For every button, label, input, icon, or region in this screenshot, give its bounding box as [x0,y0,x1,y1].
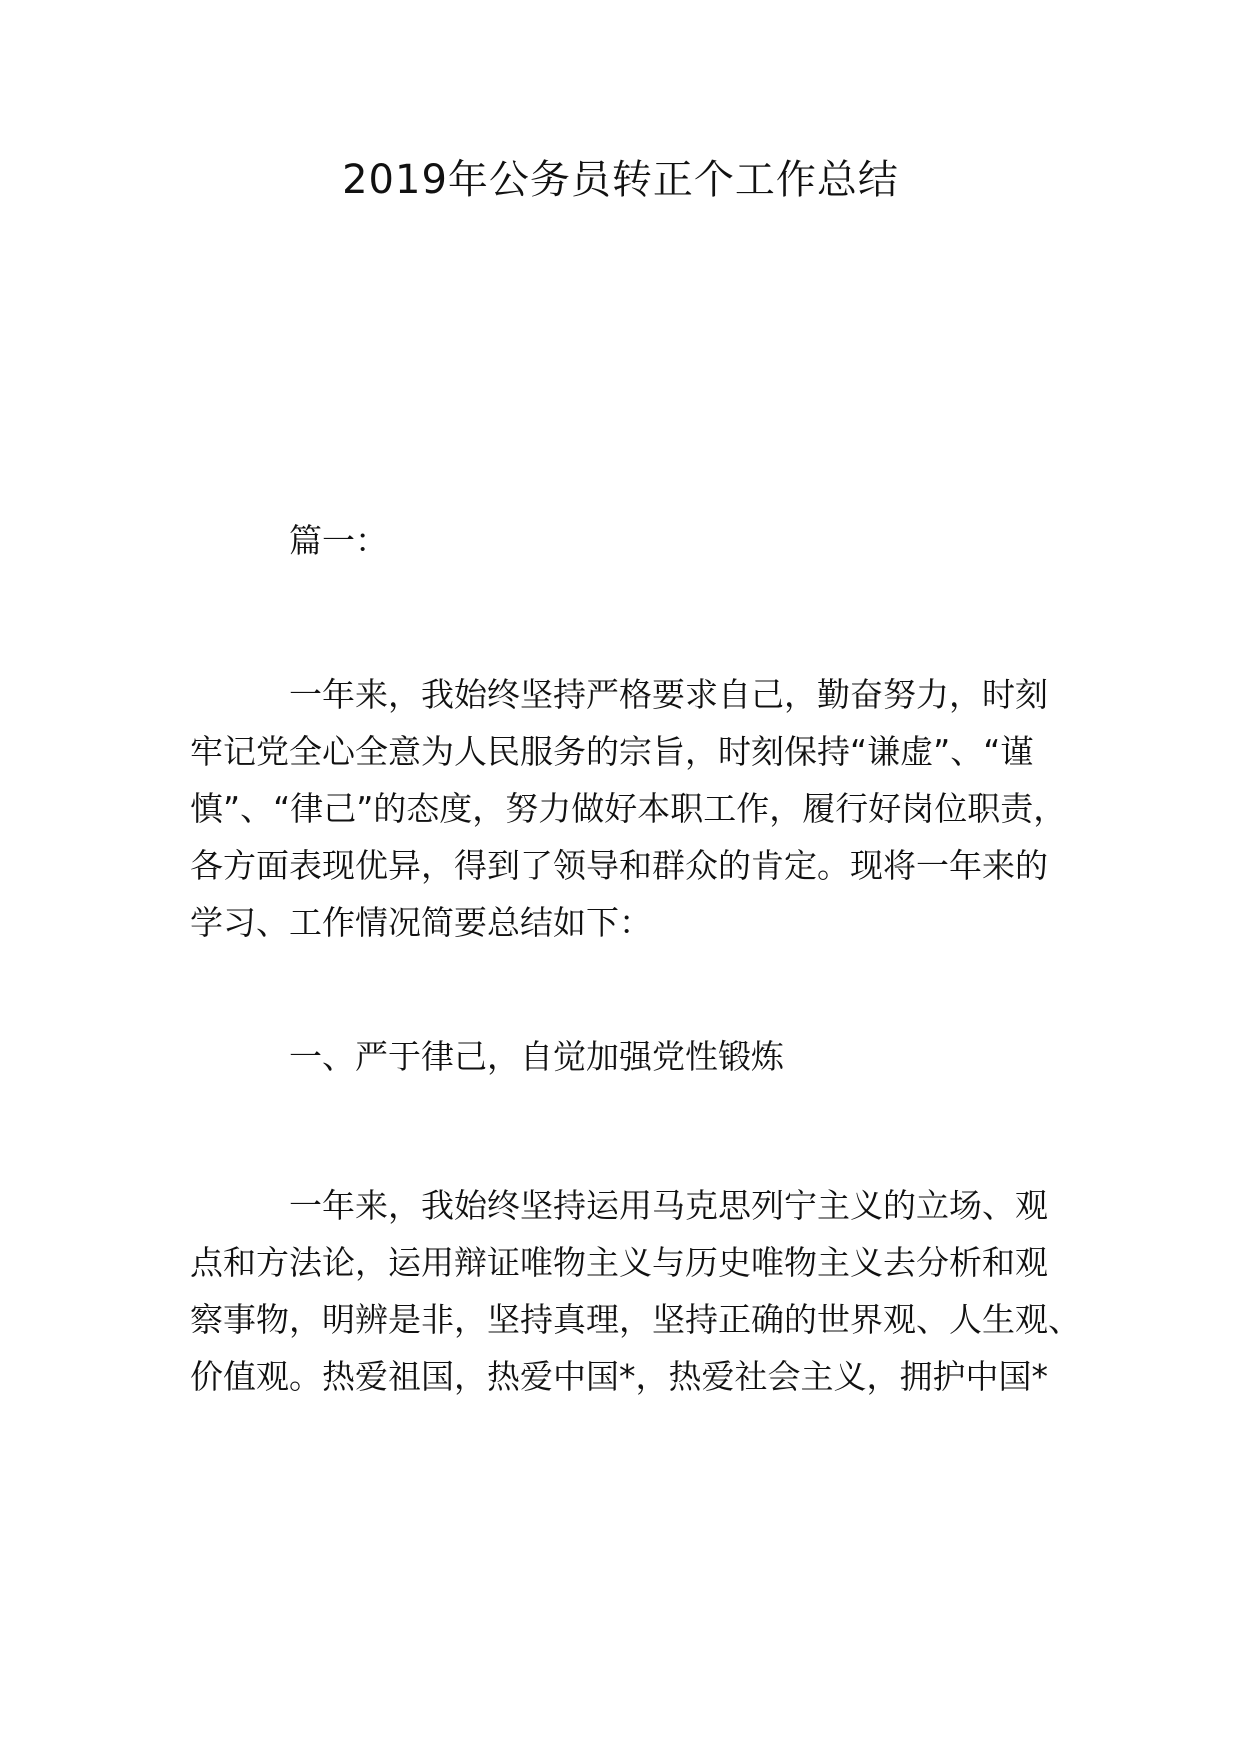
paragraph-line: 各方面表现优异，得到了领导和群众的肯定。现将一年来的 [190,846,1048,885]
paragraph-line: 一年来，我始终坚持严格要求自己，勤奋努力，时刻 [289,675,1048,714]
paragraph-line: 一年来，我始终坚持运用马克思列宁主义的立场、观 [289,1186,1048,1225]
paragraph-line: 察事物，明辨是非，坚持真理，坚持正确的世界观、人生观、 [190,1300,1081,1339]
paragraph-line: 慎”、“律己”的态度，努力做好本职工作，履行好岗位职责， [190,789,1067,828]
body-paragraph [190,1177,1081,1405]
paragraph-line: 牢记党全心全意为人民服务的宗旨，时刻保持“谦虚”、“谨 [190,732,1034,771]
intro-paragraph [190,666,1067,951]
paragraph-line: 价值观。热爱祖国，热爱中国*，热爱社会主义，拥护中国* [190,1357,1048,1396]
document-title: 2019年公务员转正个工作总结 [342,157,899,203]
paragraph-line: 点和方法论，运用辩证唯物主义与历史唯物主义去分析和观 [190,1243,1048,1282]
section-heading: 一、严于律己，自觉加强党性锻炼 [289,1037,784,1076]
paragraph-line: 学习、工作情况简要总结如下： [190,903,652,942]
section-label: 篇一： [289,521,388,560]
